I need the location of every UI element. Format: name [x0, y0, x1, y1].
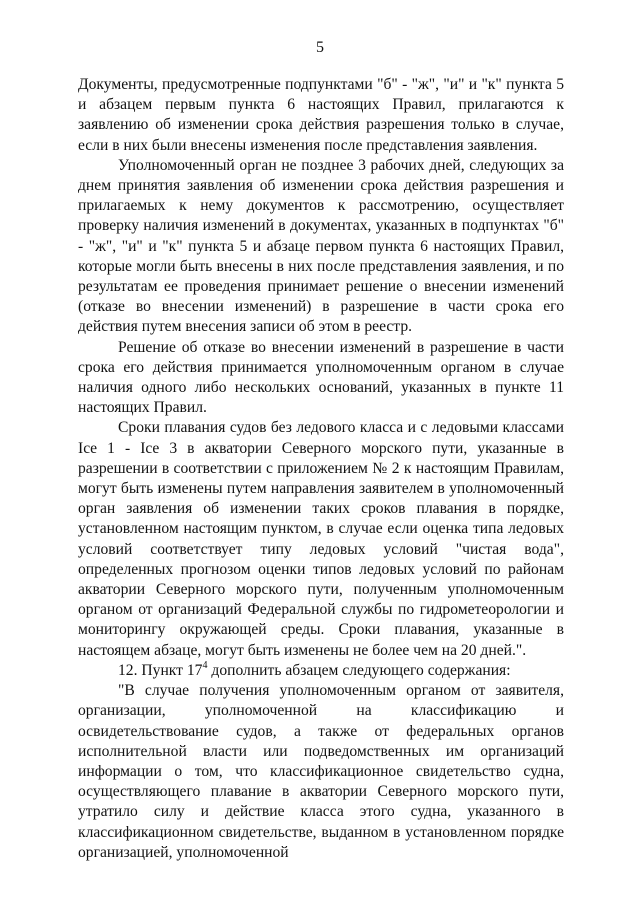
paragraph-item-12 — [78, 661, 564, 681]
paragraph-documents: Документы, предусмотренные подпунктами "б" - "ж", "и" и "к" пункта 5 и абзацем первым пункта 6 настоящих Правил, прилагаются к заявлению об изменении срока действия разрешения только в случае, если в них были внесены изменения после представления заявления. — [78, 76, 564, 154]
item-12-prefix: 12. Пункт 17 — [118, 661, 203, 679]
item-12-suffix: дополнить абзацем следующего содержания: — [207, 661, 511, 679]
page-number: 5 — [316, 39, 324, 56]
document-body — [78, 75, 564, 863]
paragraph-navigation-terms: Сроки плавания судов без ледового класса и с ледовыми классами Ice 1 - Ice 3 в акватории Северного морского пути, указанные в разрешении в соответствии с приложением № 2 к настоящим Правилам, могут быть изменены путем направления заявителем в уполномоченный орган заявления об изменении таких сроков плавания в порядке, установленном настоящим пунктом, в случае если оценка типа ледовых условий соответствует типу ледовых условий "чистая вода", определенных прогнозом оценки типов ледовых условий по районам акватории Северного морского пути, полученным уполномоченным органом от организаций Федеральной службы по гидрометеорологии и мониторингу окружающей среды. Сроки плавания, указанные в настоящем абзаце, могут быть изменены не более чем на 20 дней.". — [78, 419, 564, 659]
item-12-superscript: 4 — [202, 659, 208, 671]
paragraph-verification: Уполномоченный орган не позднее 3 рабочих дней, следующих за днем принятия заявления об изменении срока действия разрешения и прилагаемых к нему документов к рассмотрению, осуществляет проверку наличия изменений в документах, указанных в подпунктах "б" - "ж", "и" и "к" пункта 5 и абзаце первом пункта 6 настоящих Правил, которые могли быть внесены в них после представления заявления, и по результатам ее проведения принимает решение о внесении изменений (отказе во внесении изменений) в разрешение в части срока его действия путем внесения записи об этом в реестр. — [78, 156, 564, 336]
paragraph-quoted-addition: "В случае получения уполномоченным органом от заявителя, организации, уполномоченной на классификацию и освидетельствование судов, а также от федеральных органов исполнительной власти или подведомственных им организаций информации о том, что классификационное свидетельство судна, осуществляющего плавание в акватории Северного морского пути, утратило силу и действие класса этого судна, указанного в классификационном свидетельстве, выданном в установленном порядке организацией, уполномоченной — [78, 682, 564, 861]
paragraph-refusal: Решение об отказе во внесении изменений в разрешение в части срока его действия принимается уполномоченным органом в случае наличия одного либо нескольких оснований, указанных в пункте 11 настоящих Правил. — [78, 338, 564, 417]
